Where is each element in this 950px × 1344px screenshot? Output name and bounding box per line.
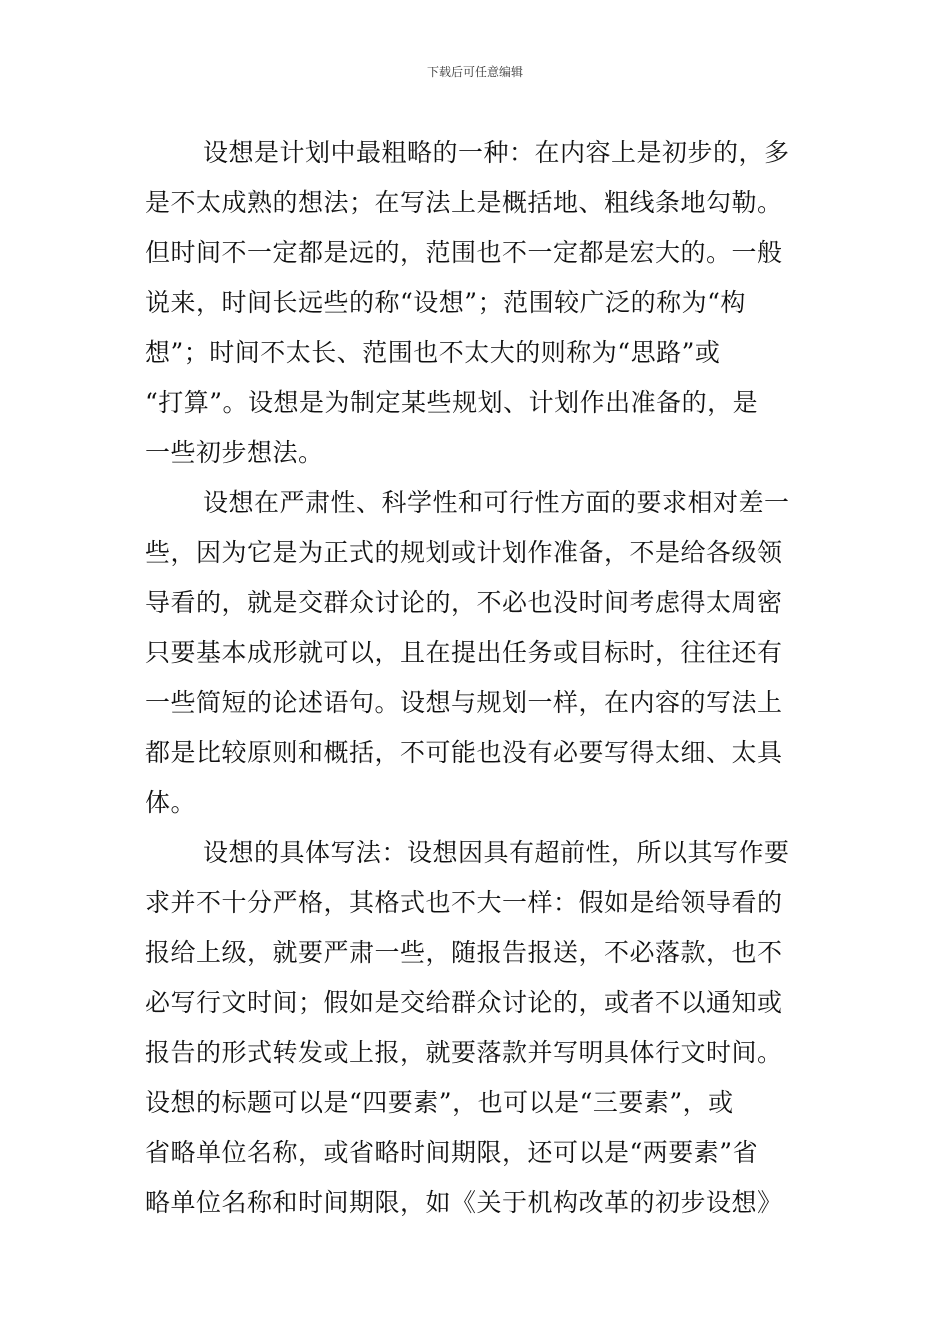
text-line: 导看的，就是交群众讨论的，不必也没时间考虑得太周密: [145, 588, 783, 617]
text-line: 设想的标题可以是“四要素”，也可以是“三要素”，或: [145, 1088, 734, 1117]
text-line: 报告的形式转发或上报，就要落款并写明具体行文时间。: [145, 1038, 783, 1067]
text-line: “打算”。设想是为制定某些规划、计划作出准备的，是: [145, 388, 759, 417]
text-line: 是不太成熟的想法；在写法上是概括地、粗线条地勾勒。: [145, 188, 783, 217]
paragraph-3: [145, 828, 805, 1228]
text-line: 设想在严肃性、科学性和可行性方面的要求相对差一: [203, 488, 790, 517]
text-line: 省略单位名称，或省略时间期限，还可以是“两要素”省: [145, 1138, 759, 1167]
text-line: 些，因为它是为正式的规划或计划作准备，不是给各级领: [145, 538, 783, 567]
text-line: 一些初步想法。: [145, 438, 324, 467]
text-line: 但时间不一定都是远的，范围也不一定都是宏大的。一般: [145, 238, 783, 267]
paragraph-2: [145, 478, 805, 828]
text-line: 体。: [145, 788, 197, 817]
text-line: 想”；时间不太长、范围也不太大的则称为“思路”或: [145, 338, 721, 367]
text-line: 都是比较原则和概括，不可能也没有必要写得太细、太具: [145, 738, 783, 767]
paragraph-1: [145, 128, 805, 478]
document-body: [145, 128, 805, 1228]
page-header: 下载后可任意编辑: [426, 65, 523, 79]
text-line: 只要基本成形就可以，且在提出任务或目标时，往往还有: [145, 638, 783, 667]
text-line: 设想的具体写法：设想因具有超前性，所以其写作要: [203, 838, 790, 867]
text-line: 略单位名称和时间期限，如《关于机构改革的初步设想》: [145, 1188, 783, 1217]
text-line: 求并不十分严格，其格式也不大一样：假如是给领导看的: [145, 888, 783, 917]
text-line: 说来，时间长远些的称“设想”；范围较广泛的称为“构: [145, 288, 746, 317]
text-line: 一些简短的论述语句。设想与规划一样，在内容的写法上: [145, 688, 783, 717]
text-line: 设想是计划中最粗略的一种：在内容上是初步的，多: [203, 138, 790, 167]
text-line: 报给上级，就要严肃一些，随报告报送，不必落款，也不: [145, 938, 783, 967]
text-line: 必写行文时间；假如是交给群众讨论的，或者不以通知或: [145, 988, 783, 1017]
